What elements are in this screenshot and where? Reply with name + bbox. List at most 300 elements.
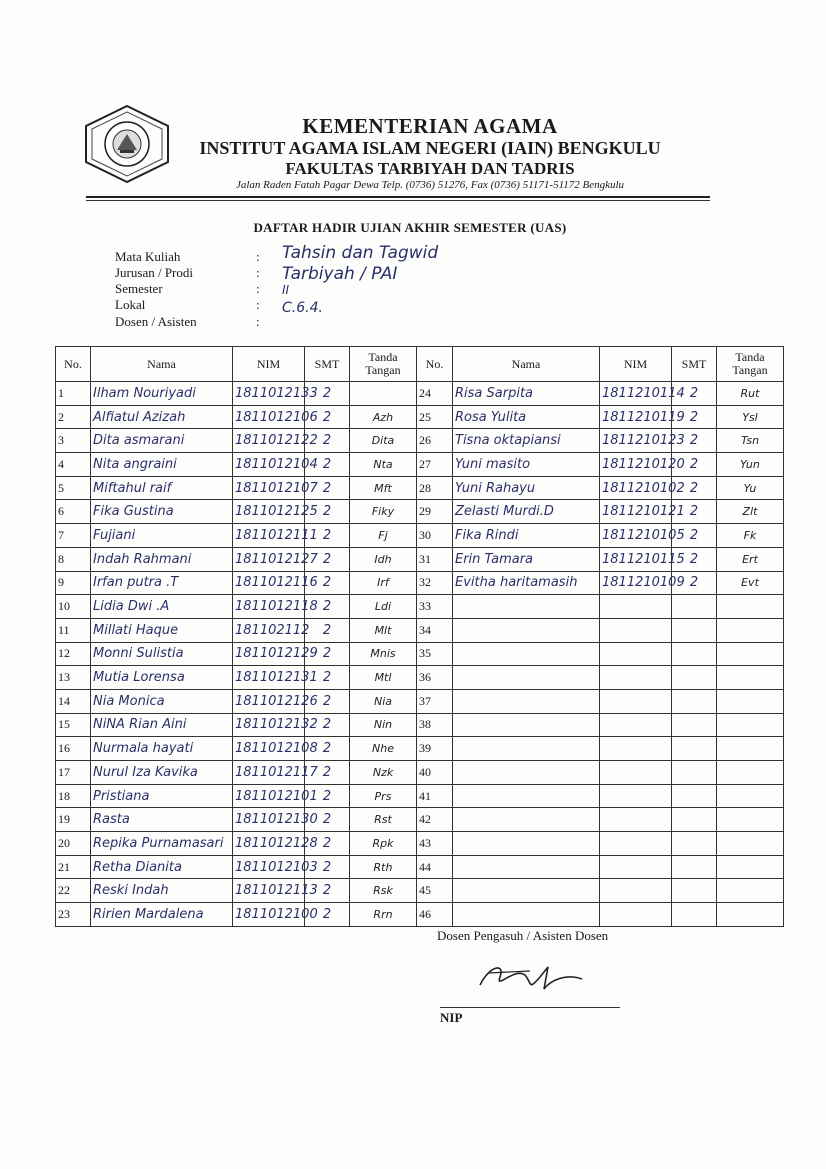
student-signature: Rst: [350, 808, 417, 832]
table-row: [417, 476, 784, 500]
student-nim: [600, 808, 672, 832]
row-number: 46: [417, 903, 453, 927]
row-number: 1: [56, 382, 91, 406]
table-row: [417, 855, 784, 879]
table-row: [56, 453, 417, 477]
student-signature: Prs: [350, 784, 417, 808]
table-row: [56, 405, 417, 429]
student-signature: [717, 879, 784, 903]
table-row: [417, 595, 784, 619]
table-row: [56, 382, 417, 406]
student-signature: [717, 808, 784, 832]
table-row: [56, 832, 417, 856]
student-nim: 1811012126: [233, 689, 305, 713]
student-signature: [717, 737, 784, 761]
table-row: [417, 524, 784, 548]
student-nim: 1811012100: [233, 903, 305, 927]
student-nim: 1811012122: [233, 429, 305, 453]
student-signature: [717, 761, 784, 785]
student-semester: [672, 879, 717, 903]
student-signature: Idh: [350, 547, 417, 571]
student-nim: 1811012133: [233, 382, 305, 406]
table-row: [417, 547, 784, 571]
student-signature: Zlt: [717, 500, 784, 524]
table-row: [56, 500, 417, 524]
student-semester: 2: [305, 405, 350, 429]
student-semester: 2: [305, 476, 350, 500]
student-signature: Nia: [350, 689, 417, 713]
student-semester: 2: [672, 382, 717, 406]
student-nim: 1811012129: [233, 642, 305, 666]
row-number: 38: [417, 713, 453, 737]
student-name: [453, 713, 600, 737]
student-name: [453, 737, 600, 761]
student-semester: [672, 855, 717, 879]
mata-kuliah-value: Tahsin dan Tagwid: [282, 243, 439, 263]
table-row: [417, 879, 784, 903]
student-name: Reski Indah: [91, 879, 233, 903]
jurusan-label: Jurusan / Prodi: [115, 265, 193, 280]
student-nim: [600, 595, 672, 619]
table-row: [56, 642, 417, 666]
student-name: [453, 784, 600, 808]
student-name: [453, 855, 600, 879]
student-nim: 1811012113: [233, 879, 305, 903]
student-semester: [672, 903, 717, 927]
student-signature: Yun: [717, 453, 784, 477]
student-semester: [672, 642, 717, 666]
student-semester: 2: [305, 595, 350, 619]
table-row: [56, 784, 417, 808]
student-semester: 2: [305, 382, 350, 406]
student-name: [453, 832, 600, 856]
row-number: 24: [417, 382, 453, 406]
row-number: 32: [417, 571, 453, 595]
table-row: [56, 689, 417, 713]
student-semester: [672, 595, 717, 619]
student-nim: [600, 689, 672, 713]
header-no: No.: [56, 347, 91, 382]
header-tanda-tangan: Tanda Tangan: [350, 347, 417, 382]
student-nim: [600, 761, 672, 785]
table-row: [417, 500, 784, 524]
student-name: Alfiatul Azizah: [91, 405, 233, 429]
row-number: 9: [56, 571, 91, 595]
row-number: 10: [56, 595, 91, 619]
table-row: [56, 761, 417, 785]
colon: :: [256, 314, 260, 329]
row-number: 5: [56, 476, 91, 500]
row-number: 26: [417, 429, 453, 453]
student-name: Ilham Nouriyadi: [91, 382, 233, 406]
row-number: 42: [417, 808, 453, 832]
student-signature: Mnis: [350, 642, 417, 666]
student-nim: 1811210120: [600, 453, 672, 477]
student-semester: 2: [305, 832, 350, 856]
student-signature: Rut: [717, 382, 784, 406]
row-number: 31: [417, 547, 453, 571]
row-number: 27: [417, 453, 453, 477]
student-nim: 1811012127: [233, 547, 305, 571]
student-signature: [717, 903, 784, 927]
row-number: 16: [56, 737, 91, 761]
nip-divider: [440, 1007, 620, 1008]
student-name: Dita asmarani: [91, 429, 233, 453]
student-semester: 2: [305, 618, 350, 642]
student-signature: [717, 666, 784, 690]
row-number: 12: [56, 642, 91, 666]
student-signature: [717, 784, 784, 808]
table-row: [56, 595, 417, 619]
student-name: Evitha haritamasih: [453, 571, 600, 595]
student-signature: [717, 618, 784, 642]
row-number: 28: [417, 476, 453, 500]
table-row: [56, 879, 417, 903]
student-nim: 181102112: [233, 618, 305, 642]
row-number: 11: [56, 618, 91, 642]
student-nim: [600, 879, 672, 903]
student-name: Millati Haque: [91, 618, 233, 642]
student-semester: 2: [305, 879, 350, 903]
student-name: Erin Tamara: [453, 547, 600, 571]
student-name: Rosa Yulita: [453, 405, 600, 429]
student-name: [453, 903, 600, 927]
row-number: 19: [56, 808, 91, 832]
table-row: [417, 382, 784, 406]
student-signature: Rth: [350, 855, 417, 879]
student-name: Ririen Mardalena: [91, 903, 233, 927]
row-number: 6: [56, 500, 91, 524]
row-number: 34: [417, 618, 453, 642]
student-signature: Ldi: [350, 595, 417, 619]
row-number: 37: [417, 689, 453, 713]
semester-value: II: [282, 283, 290, 297]
table-row: [56, 808, 417, 832]
student-nim: 1811012118: [233, 595, 305, 619]
student-name: [453, 879, 600, 903]
student-signature: Nzk: [350, 761, 417, 785]
row-number: 17: [56, 761, 91, 785]
institute-title: INSTITUT AGAMA ISLAM NEGERI (IAIN) BENGKULU: [199, 138, 661, 158]
row-number: 44: [417, 855, 453, 879]
student-nim: 1811012132: [233, 713, 305, 737]
student-name: [453, 761, 600, 785]
student-semester: 2: [305, 903, 350, 927]
table-row: [417, 405, 784, 429]
row-number: 36: [417, 666, 453, 690]
student-semester: 2: [305, 642, 350, 666]
table-row: [417, 784, 784, 808]
table-row: [56, 618, 417, 642]
student-nim: 1811210123: [600, 429, 672, 453]
student-signature: Rsk: [350, 879, 417, 903]
student-nim: 1811012131: [233, 666, 305, 690]
colon: :: [256, 281, 260, 296]
table-row: [56, 903, 417, 927]
student-signature: Nin: [350, 713, 417, 737]
table-row: [417, 832, 784, 856]
student-signature: Evt: [717, 571, 784, 595]
nip-label: NIP: [440, 1010, 463, 1025]
student-signature: Irf: [350, 571, 417, 595]
student-name: Irfan putra .T: [91, 571, 233, 595]
student-name: NiNA Rian Aini: [91, 713, 233, 737]
colon: :: [256, 249, 260, 264]
student-signature: Dita: [350, 429, 417, 453]
document-title: DAFTAR HADIR UJIAN AKHIR SEMESTER (UAS): [253, 220, 567, 235]
student-nim: 1811210119: [600, 405, 672, 429]
row-number: 40: [417, 761, 453, 785]
student-signature: Rrn: [350, 903, 417, 927]
student-semester: 2: [305, 689, 350, 713]
table-row: [56, 713, 417, 737]
row-number: 4: [56, 453, 91, 477]
table-row: [417, 666, 784, 690]
student-semester: 2: [305, 524, 350, 548]
student-signature: Mft: [350, 476, 417, 500]
table-row: [417, 713, 784, 737]
student-name: Tisna oktapiansi: [453, 429, 600, 453]
dosen-pengasuh-label: Dosen Pengasuh / Asisten Dosen: [437, 928, 609, 943]
student-semester: [672, 808, 717, 832]
row-number: 23: [56, 903, 91, 927]
row-number: 25: [417, 405, 453, 429]
student-semester: [672, 761, 717, 785]
header-smt: SMT: [305, 347, 350, 382]
table-row: [417, 618, 784, 642]
table-row: [56, 429, 417, 453]
student-nim: 1811210102: [600, 476, 672, 500]
student-semester: 2: [672, 453, 717, 477]
row-number: 2: [56, 405, 91, 429]
student-signature: Ert: [717, 547, 784, 571]
row-number: 7: [56, 524, 91, 548]
row-number: 3: [56, 429, 91, 453]
student-signature: Tsn: [717, 429, 784, 453]
colon: :: [256, 265, 260, 280]
student-semester: [672, 713, 717, 737]
student-name: [453, 618, 600, 642]
row-number: 39: [417, 737, 453, 761]
table-row: [417, 689, 784, 713]
row-number: 29: [417, 500, 453, 524]
student-semester: 2: [305, 429, 350, 453]
header-nama: Nama: [91, 347, 233, 382]
iain-bengkulu-seal-icon: [82, 104, 172, 184]
row-number: 20: [56, 832, 91, 856]
student-signature: [717, 713, 784, 737]
student-name: Nurmala hayati: [91, 737, 233, 761]
student-nim: 1811210121: [600, 500, 672, 524]
attendance-table-left: [55, 346, 417, 927]
student-nim: 1811012117: [233, 761, 305, 785]
table-row: [417, 453, 784, 477]
student-nim: 1811012108: [233, 737, 305, 761]
student-semester: 2: [305, 547, 350, 571]
student-name: Nia Monica: [91, 689, 233, 713]
student-signature: Azh: [350, 405, 417, 429]
student-signature: Yu: [717, 476, 784, 500]
header-smt: SMT: [672, 347, 717, 382]
student-signature: Mtl: [350, 666, 417, 690]
student-name: Retha Dianita: [91, 855, 233, 879]
student-nim: 1811210105: [600, 524, 672, 548]
table-row: [417, 642, 784, 666]
student-name: Monni Sulistia: [91, 642, 233, 666]
student-semester: [672, 832, 717, 856]
student-semester: 2: [305, 666, 350, 690]
table-row: [417, 903, 784, 927]
student-nim: 1811012103: [233, 855, 305, 879]
jurusan-value: Tarbiyah / PAI: [282, 264, 398, 284]
header-no: No.: [417, 347, 453, 382]
table-row: [56, 547, 417, 571]
student-signature: [717, 832, 784, 856]
student-signature: Rpk: [350, 832, 417, 856]
student-signature: [717, 689, 784, 713]
student-signature: Fj: [350, 524, 417, 548]
table-row: [417, 571, 784, 595]
student-name: Indah Rahmani: [91, 547, 233, 571]
student-name: Repika Purnamasari: [91, 832, 233, 856]
row-number: 13: [56, 666, 91, 690]
student-nim: [600, 618, 672, 642]
lokal-value: C.6.4.: [282, 300, 323, 316]
table-row: [417, 429, 784, 453]
student-name: Miftahul raif: [91, 476, 233, 500]
student-semester: 2: [305, 784, 350, 808]
table-row: [56, 524, 417, 548]
table-row: [56, 737, 417, 761]
student-semester: 2: [672, 429, 717, 453]
table-row: [56, 855, 417, 879]
row-number: 22: [56, 879, 91, 903]
student-semester: [672, 737, 717, 761]
student-nim: 1811012101: [233, 784, 305, 808]
student-signature: Fk: [717, 524, 784, 548]
table-row: [56, 571, 417, 595]
student-semester: [672, 666, 717, 690]
student-name: Fujiani: [91, 524, 233, 548]
student-semester: 2: [305, 808, 350, 832]
student-semester: [672, 784, 717, 808]
student-nim: 1811210114: [600, 382, 672, 406]
student-name: Risa Sarpita: [453, 382, 600, 406]
student-name: Zelasti Murdi.D: [453, 500, 600, 524]
student-nim: [600, 713, 672, 737]
student-nim: 1811012106: [233, 405, 305, 429]
address-line: Jalan Raden Fatah Pagar Dewa Telp. (0736) 51276, Fax (0736) 51171-51172 Bengkulu: [235, 179, 625, 191]
student-nim: 1811210115: [600, 547, 672, 571]
student-name: [453, 689, 600, 713]
table-row: [417, 761, 784, 785]
student-nim: [600, 903, 672, 927]
student-signature: Nta: [350, 453, 417, 477]
student-nim: [600, 855, 672, 879]
student-nim: [600, 737, 672, 761]
student-name: Rasta: [91, 808, 233, 832]
student-name: Nurul Iza Kavika: [91, 761, 233, 785]
student-semester: 2: [305, 737, 350, 761]
student-name: Pristiana: [91, 784, 233, 808]
row-number: 33: [417, 595, 453, 619]
student-semester: 2: [305, 713, 350, 737]
student-signature: [717, 595, 784, 619]
table-row: [417, 737, 784, 761]
student-semester: 2: [672, 524, 717, 548]
student-semester: 2: [672, 405, 717, 429]
row-number: 41: [417, 784, 453, 808]
student-signature: Ysl: [717, 405, 784, 429]
header-divider-thin: [86, 200, 710, 201]
table-row: [56, 666, 417, 690]
student-semester: [672, 689, 717, 713]
student-name: Yuni masito: [453, 453, 600, 477]
student-nim: [600, 666, 672, 690]
row-number: 14: [56, 689, 91, 713]
student-name: Fika Gustina: [91, 500, 233, 524]
student-nim: 1811012125: [233, 500, 305, 524]
student-signature: [350, 382, 417, 406]
table-row: [56, 476, 417, 500]
mata-kuliah-label: Mata Kuliah: [115, 249, 181, 264]
student-nim: 1811210109: [600, 571, 672, 595]
student-nim: 1811012128: [233, 832, 305, 856]
student-name: Fika Rindi: [453, 524, 600, 548]
student-signature: Fiky: [350, 500, 417, 524]
student-nim: 1811012107: [233, 476, 305, 500]
dosen-label: Dosen / Asisten: [115, 314, 197, 329]
row-number: 21: [56, 855, 91, 879]
student-nim: 1811012104: [233, 453, 305, 477]
lecturer-signature-icon: [470, 955, 590, 1000]
student-name: [453, 808, 600, 832]
student-signature: Nhe: [350, 737, 417, 761]
student-nim: 1811012116: [233, 571, 305, 595]
student-semester: 2: [672, 500, 717, 524]
row-number: 8: [56, 547, 91, 571]
student-name: Yuni Rahayu: [453, 476, 600, 500]
header-tanda-tangan: Tanda Tangan: [717, 347, 784, 382]
student-signature: Mlt: [350, 618, 417, 642]
row-number: 43: [417, 832, 453, 856]
student-semester: 2: [305, 453, 350, 477]
faculty-title: FAKULTAS TARBIYAH DAN TADRIS: [285, 159, 575, 178]
student-name: Mutia Lorensa: [91, 666, 233, 690]
row-number: 45: [417, 879, 453, 903]
student-semester: 2: [672, 476, 717, 500]
student-semester: 2: [305, 761, 350, 785]
student-name: [453, 642, 600, 666]
student-semester: 2: [672, 547, 717, 571]
row-number: 18: [56, 784, 91, 808]
row-number: 15: [56, 713, 91, 737]
student-semester: [672, 618, 717, 642]
student-nim: [600, 642, 672, 666]
table-row: [417, 808, 784, 832]
row-number: 30: [417, 524, 453, 548]
student-nim: 1811012130: [233, 808, 305, 832]
lokal-label: Lokal: [115, 297, 146, 312]
student-semester: 2: [305, 571, 350, 595]
student-signature: [717, 855, 784, 879]
student-semester: 2: [305, 855, 350, 879]
student-nim: [600, 832, 672, 856]
student-nim: 1811012111: [233, 524, 305, 548]
colon: :: [256, 297, 260, 312]
student-semester: 2: [672, 571, 717, 595]
student-nim: [600, 784, 672, 808]
